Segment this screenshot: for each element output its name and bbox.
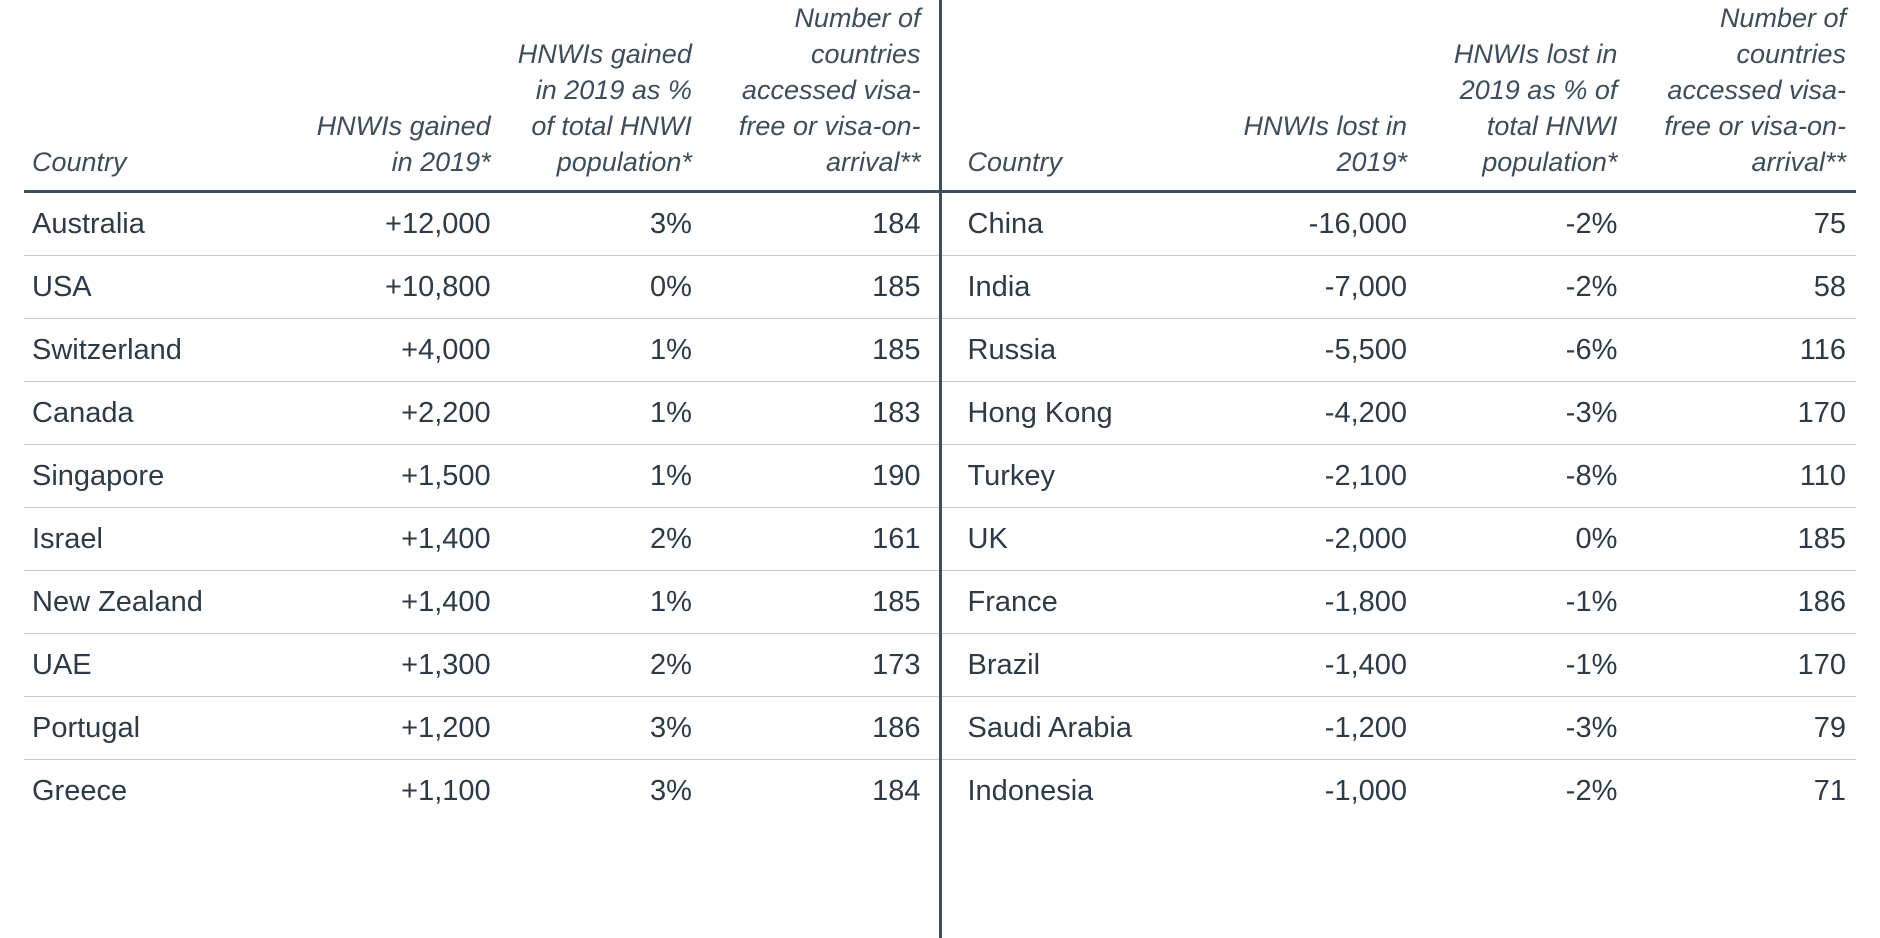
cell-amount: -4,200 — [1207, 382, 1417, 445]
cell-percent: 2% — [509, 508, 710, 571]
header-hnwis-lost-percent: HNWIs lost in 2019 as % of total HNWI population* — [1417, 0, 1627, 192]
cell-visa-count: 190 — [710, 445, 939, 508]
table-row — [942, 256, 1857, 319]
cell-amount: +1,400 — [298, 508, 508, 571]
cell-amount: -1,000 — [1324, 775, 1408, 807]
header-hnwis-gained-percent: HNWIs gained in 2019 as % of total HNWI population* — [509, 0, 710, 192]
table-row — [24, 445, 939, 508]
hnwi-lost-table-wrapper — [942, 0, 1857, 822]
table-body — [24, 192, 939, 823]
cell-amount: +2,200 — [298, 382, 508, 445]
cell-country: Greece — [32, 775, 128, 807]
cell-amount: +4,000 — [298, 319, 508, 382]
cell-amount: -7,000 — [1207, 256, 1417, 319]
cell-visa-count: 71 — [1813, 775, 1846, 807]
header-visa-free-count: Number of countries accessed visa-free or visa-on-arrival** — [1627, 0, 1856, 192]
cell-amount: +1,300 — [298, 634, 508, 697]
cell-country: India — [942, 256, 1207, 319]
cell-visa-count: 184 — [872, 775, 921, 807]
table-header — [942, 0, 1857, 192]
cell-amount: -1,800 — [1207, 571, 1417, 634]
table-header — [24, 0, 939, 192]
cell-country: Indonesia — [967, 775, 1094, 807]
cell-percent: 1% — [509, 445, 710, 508]
cell-amount: -16,000 — [1207, 192, 1417, 256]
cell-visa-count: 185 — [710, 319, 939, 382]
table-row — [24, 634, 939, 697]
cell-percent: 3% — [649, 775, 692, 807]
cell-percent: 1% — [509, 319, 710, 382]
cell-country: Switzerland — [24, 319, 298, 382]
cell-visa-count: 184 — [710, 192, 939, 256]
cell-percent: 2% — [509, 634, 710, 697]
header-country: Country — [942, 0, 1207, 192]
cell-percent: -3% — [1417, 697, 1627, 760]
cell-visa-count: 75 — [1627, 192, 1856, 256]
cell-visa-count: 185 — [710, 256, 939, 319]
cell-visa-count: 170 — [1627, 382, 1856, 445]
cell-country: Brazil — [942, 634, 1207, 697]
cell-country: Turkey — [942, 445, 1207, 508]
cell-percent: 0% — [1417, 508, 1627, 571]
cell-visa-count: 110 — [1627, 445, 1856, 508]
cell-amount: +1,500 — [298, 445, 508, 508]
cell-country: USA — [24, 256, 298, 319]
cell-amount: -1,200 — [1207, 697, 1417, 760]
cell-percent: -2% — [1417, 192, 1627, 256]
table-row — [24, 571, 939, 634]
cell-amount: -2,000 — [1207, 508, 1417, 571]
table-row — [942, 382, 1857, 445]
header-row — [942, 0, 1857, 192]
table-row — [942, 445, 1857, 508]
cell-country: Portugal — [24, 697, 298, 760]
cell-country: China — [942, 192, 1207, 256]
table-row — [942, 571, 1857, 634]
cell-visa-count: 79 — [1627, 697, 1856, 760]
cell-percent: -8% — [1417, 445, 1627, 508]
cell-country: UK — [942, 508, 1207, 571]
cell-country: France — [942, 571, 1207, 634]
cell-amount: +1,100 — [401, 775, 491, 807]
cell-percent: -2% — [1417, 256, 1627, 319]
header-row — [24, 0, 939, 192]
cell-percent: 1% — [509, 571, 710, 634]
table-row — [942, 319, 1857, 382]
table-row — [942, 760, 1857, 823]
table-row — [24, 382, 939, 445]
cell-visa-count: 116 — [1627, 319, 1856, 382]
cell-country: New Zealand — [24, 571, 298, 634]
cell-country: Canada — [24, 382, 298, 445]
cell-amount: -5,500 — [1207, 319, 1417, 382]
cell-percent: -6% — [1417, 319, 1627, 382]
cell-percent: -1% — [1417, 634, 1627, 697]
header-country: Country — [24, 0, 298, 192]
table-row — [24, 192, 939, 256]
cell-country: Saudi Arabia — [942, 697, 1207, 760]
cell-amount: +1,200 — [298, 697, 508, 760]
cell-percent: -3% — [1417, 382, 1627, 445]
table-row — [942, 192, 1857, 256]
cell-visa-count: 161 — [710, 508, 939, 571]
cell-amount: +10,800 — [298, 256, 508, 319]
table-row — [942, 508, 1857, 571]
cell-country: Singapore — [24, 445, 298, 508]
table-row — [24, 508, 939, 571]
table-row — [24, 697, 939, 760]
cell-country: Israel — [24, 508, 298, 571]
cell-percent: 0% — [509, 256, 710, 319]
table-row — [24, 256, 939, 319]
cell-country: Australia — [24, 192, 298, 256]
header-hnwis-lost: HNWIs lost in 2019* — [1207, 0, 1417, 192]
cell-percent: -2% — [1565, 775, 1618, 807]
header-visa-free-count: Number of countries accessed visa-free or visa-on-arrival** — [710, 0, 939, 192]
cell-visa-count: 186 — [1627, 571, 1856, 634]
cell-amount: -1,400 — [1207, 634, 1417, 697]
cell-visa-count: 170 — [1627, 634, 1856, 697]
cell-percent: 3% — [509, 697, 710, 760]
table-row — [24, 319, 939, 382]
hnwi-lost-table — [942, 0, 1857, 822]
cell-percent: 3% — [509, 192, 710, 256]
cell-country: Russia — [942, 319, 1207, 382]
table-row — [942, 634, 1857, 697]
cell-country: Hong Kong — [942, 382, 1207, 445]
hnwi-gained-table-wrapper — [24, 0, 939, 822]
cell-country: UAE — [24, 634, 298, 697]
cell-visa-count: 173 — [710, 634, 939, 697]
cell-visa-count: 186 — [710, 697, 939, 760]
cell-amount: +1,400 — [298, 571, 508, 634]
hnwi-gained-table — [24, 0, 939, 822]
cell-visa-count: 183 — [710, 382, 939, 445]
cell-amount: +12,000 — [298, 192, 508, 256]
cell-visa-count: 185 — [710, 571, 939, 634]
table-row — [24, 760, 939, 823]
table-body — [942, 192, 1857, 823]
cell-visa-count: 185 — [1627, 508, 1856, 571]
cell-percent: -1% — [1417, 571, 1627, 634]
cell-visa-count: 58 — [1627, 256, 1856, 319]
table-row — [942, 697, 1857, 760]
cell-percent: 1% — [509, 382, 710, 445]
header-hnwis-gained: HNWIs gained in 2019* — [298, 0, 508, 192]
cell-amount: -2,100 — [1207, 445, 1417, 508]
